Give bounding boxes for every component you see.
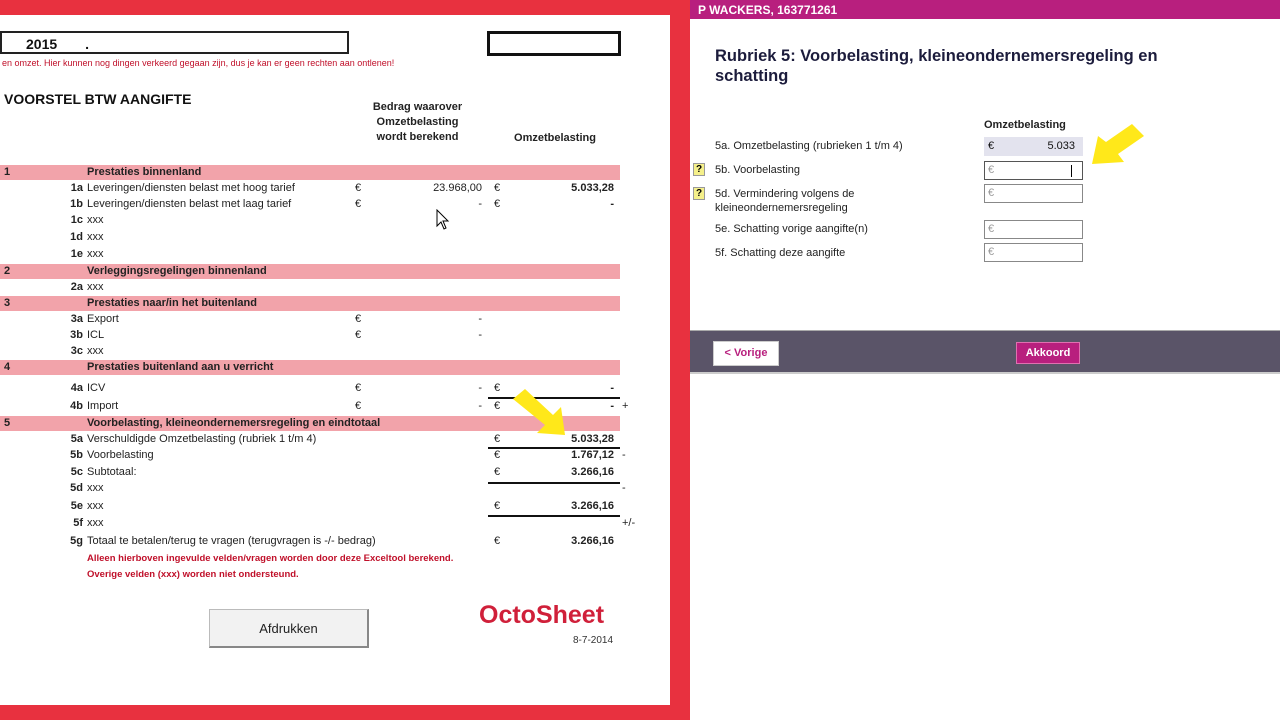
cell-code: 5 xyxy=(4,417,11,429)
cell-label: xxx xyxy=(87,281,104,293)
agree-button[interactable]: Akkoord xyxy=(1016,342,1080,364)
section-header xyxy=(0,165,620,180)
cell-label: xxx xyxy=(87,500,104,512)
label-5d: 5d. Vermindering volgens de kleineondernemersregeling xyxy=(715,188,855,214)
cell-e2: € xyxy=(494,400,501,412)
cell-code: 4 xyxy=(4,361,11,373)
cell-e1: € xyxy=(355,400,362,412)
cell-a1: - xyxy=(478,329,482,341)
cell-label: xxx xyxy=(87,345,104,357)
cell-e2: € xyxy=(494,500,501,512)
cell-a2: 5.033,28 xyxy=(571,433,614,445)
cell-code: 5a xyxy=(70,433,83,445)
field-5b[interactable]: € xyxy=(984,161,1083,180)
yellow-arrow-icon xyxy=(505,387,575,437)
cell-e1: € xyxy=(355,329,362,341)
help-icon[interactable]: ? xyxy=(693,187,705,200)
print-button[interactable]: Afdrukken xyxy=(209,609,369,648)
help-icon[interactable]: ? xyxy=(693,163,705,176)
cell-e1: € xyxy=(355,382,362,394)
date: 8-7-2014 xyxy=(573,635,614,646)
user-header: P WACKERS, 163771261 xyxy=(690,0,1280,19)
cell-label: ICV xyxy=(87,382,106,394)
mouse-cursor-icon xyxy=(436,209,452,231)
tax-form-panel xyxy=(690,0,1280,720)
cell-code: 5e xyxy=(70,500,83,512)
disclaimer: en omzet. Hier kunnen nog dingen verkeerd gegaan zijn, dus je kan er geen rechten aan ontlenen! xyxy=(2,58,395,68)
selected-cell[interactable] xyxy=(487,31,621,56)
cell-label: Prestaties binnenland xyxy=(87,166,202,178)
cell-label: xxx xyxy=(87,517,104,529)
table-row xyxy=(0,213,620,228)
previous-button[interactable]: < Vorige xyxy=(713,341,779,366)
cell-label: xxx xyxy=(87,248,104,260)
cell-code: 5g xyxy=(70,535,83,547)
cell-label: Voorbelasting, kleineondernemersregeling en eindtotaal xyxy=(87,417,381,429)
cell-sign: - xyxy=(622,482,626,494)
cell-code: 1 xyxy=(4,166,11,178)
cell-code: 5d xyxy=(70,482,83,494)
cell-code: 5b xyxy=(70,449,83,461)
cell-code: 3b xyxy=(70,329,83,341)
cell-a2: - xyxy=(610,198,614,210)
cell-a1: - xyxy=(478,382,482,394)
note-calculated: Alleen hierboven ingevulde velden/vragen worden door deze Exceltool berekend. xyxy=(87,553,454,564)
table-row xyxy=(0,344,620,359)
col-amount-header: Bedrag waarover Omzetbelasting wordt berekend xyxy=(372,101,463,143)
cell-label: xxx xyxy=(87,214,104,226)
cell-a2: 5.033,28 xyxy=(571,182,614,194)
cell-e1: € xyxy=(355,198,362,210)
cell-code: 3 xyxy=(4,297,11,309)
year-cell[interactable] xyxy=(0,31,349,54)
table-row xyxy=(0,280,620,295)
table-row xyxy=(0,516,636,531)
cell-code: 1d xyxy=(70,231,83,243)
cell-label: Leveringen/diensten belast met hoog tarief xyxy=(87,182,295,194)
cell-a1: - xyxy=(478,313,482,325)
cell-code: 4b xyxy=(70,400,83,412)
cell-label: Import xyxy=(87,400,119,412)
cell-label: Export xyxy=(87,313,119,325)
cell-a2: 3.266,16 xyxy=(571,535,614,547)
col-header: Omzetbelasting xyxy=(984,119,1066,131)
cell-label: xxx xyxy=(87,231,104,243)
label-5e: 5e. Schatting vorige aangifte(n) xyxy=(715,223,868,235)
cell-code: 5f xyxy=(73,517,83,529)
cell-code: 2 xyxy=(4,265,11,277)
table-row xyxy=(0,230,620,245)
section-header xyxy=(0,264,620,279)
cell-a2: 3.266,16 xyxy=(571,500,614,512)
yellow-arrow-icon xyxy=(1090,122,1150,168)
cell-a1: - xyxy=(478,400,482,412)
col-tax-header: Omzetbelasting xyxy=(514,132,596,144)
label-5f: 5f. Schatting deze aangifte xyxy=(715,247,846,259)
table-row xyxy=(0,448,626,463)
cell-a1: 23.968,00 xyxy=(433,182,482,194)
cell-label: Subtotaal: xyxy=(87,466,137,478)
logo: OctoSheet xyxy=(479,601,605,629)
cell-e2: € xyxy=(494,198,501,210)
year: 2015 xyxy=(26,36,58,52)
cell-sign: +/- xyxy=(622,517,636,529)
cell-e2: € xyxy=(494,382,501,394)
cell-e2: € xyxy=(494,466,501,478)
label-5a: 5a. Omzetbelasting (rubrieken 1 t/m 4) xyxy=(715,140,903,152)
cell-a2: - xyxy=(610,382,614,394)
cell-a2: - xyxy=(610,400,614,412)
field-5f[interactable]: € xyxy=(984,243,1083,262)
note-unsupported: Overige velden (xxx) worden niet ondersteund. xyxy=(87,569,299,580)
cell-sign: + xyxy=(622,400,629,412)
cell-e2: € xyxy=(494,535,501,547)
field-5a: € 5.033 xyxy=(984,137,1083,156)
year-suffix: . xyxy=(85,36,90,52)
cell-code: 3c xyxy=(70,345,83,357)
cell-e1: € xyxy=(355,182,362,194)
cell-label: Verschuldigde Omzetbelasting (rubriek 1 t/m 4) xyxy=(87,433,317,445)
table-row xyxy=(0,499,620,514)
cell-sign: - xyxy=(622,449,626,461)
cell-code: 3a xyxy=(70,313,83,325)
section-header xyxy=(0,360,620,375)
form-title: Rubriek 5: Voorbelasting, kleineondernemersregeling en schatting xyxy=(715,47,1158,85)
cell-code: 4a xyxy=(70,382,83,394)
cell-label: Verleggingsregelingen binnenland xyxy=(87,265,267,277)
table-row xyxy=(0,465,620,480)
cell-code: 2a xyxy=(70,281,83,293)
cell-a1: - xyxy=(478,198,482,210)
cell-label: Totaal te betalen/terug te vragen (terugvragen is -/- bedrag) xyxy=(87,535,376,547)
table-row xyxy=(0,534,620,549)
spreadsheet-panel xyxy=(0,15,670,705)
field-5e[interactable]: € xyxy=(984,220,1083,239)
cell-label: Prestaties buitenland aan u verricht xyxy=(87,361,274,373)
cell-a2: 3.266,16 xyxy=(571,466,614,478)
table-row xyxy=(0,247,620,262)
cell-label: Voorbelasting xyxy=(87,449,154,461)
cell-code: 1c xyxy=(70,214,83,226)
sheet-title: VOORSTEL BTW AANGIFTE xyxy=(4,91,192,107)
table-row xyxy=(0,312,620,327)
cell-code: 1a xyxy=(70,182,83,194)
section-header xyxy=(0,296,620,311)
table-row xyxy=(0,328,620,343)
cell-code: 1e xyxy=(70,248,83,260)
table-row xyxy=(0,197,620,212)
table-row xyxy=(0,181,620,196)
cell-label: Leveringen/diensten belast met laag tarief xyxy=(87,198,292,210)
cell-e2: € xyxy=(494,182,501,194)
label-5b: 5b. Voorbelasting xyxy=(715,164,801,176)
cell-e1: € xyxy=(355,313,362,325)
cell-label: ICL xyxy=(87,329,105,341)
cell-e2: € xyxy=(494,433,501,445)
cell-label: Prestaties naar/in het buitenland xyxy=(87,297,257,309)
field-5d[interactable]: € xyxy=(984,184,1083,203)
cell-code: 5c xyxy=(70,466,83,478)
cell-label: xxx xyxy=(87,482,104,494)
cell-code: 1b xyxy=(70,198,83,210)
cell-a2: 1.767,12 xyxy=(571,449,614,461)
cell-e2: € xyxy=(494,449,501,461)
